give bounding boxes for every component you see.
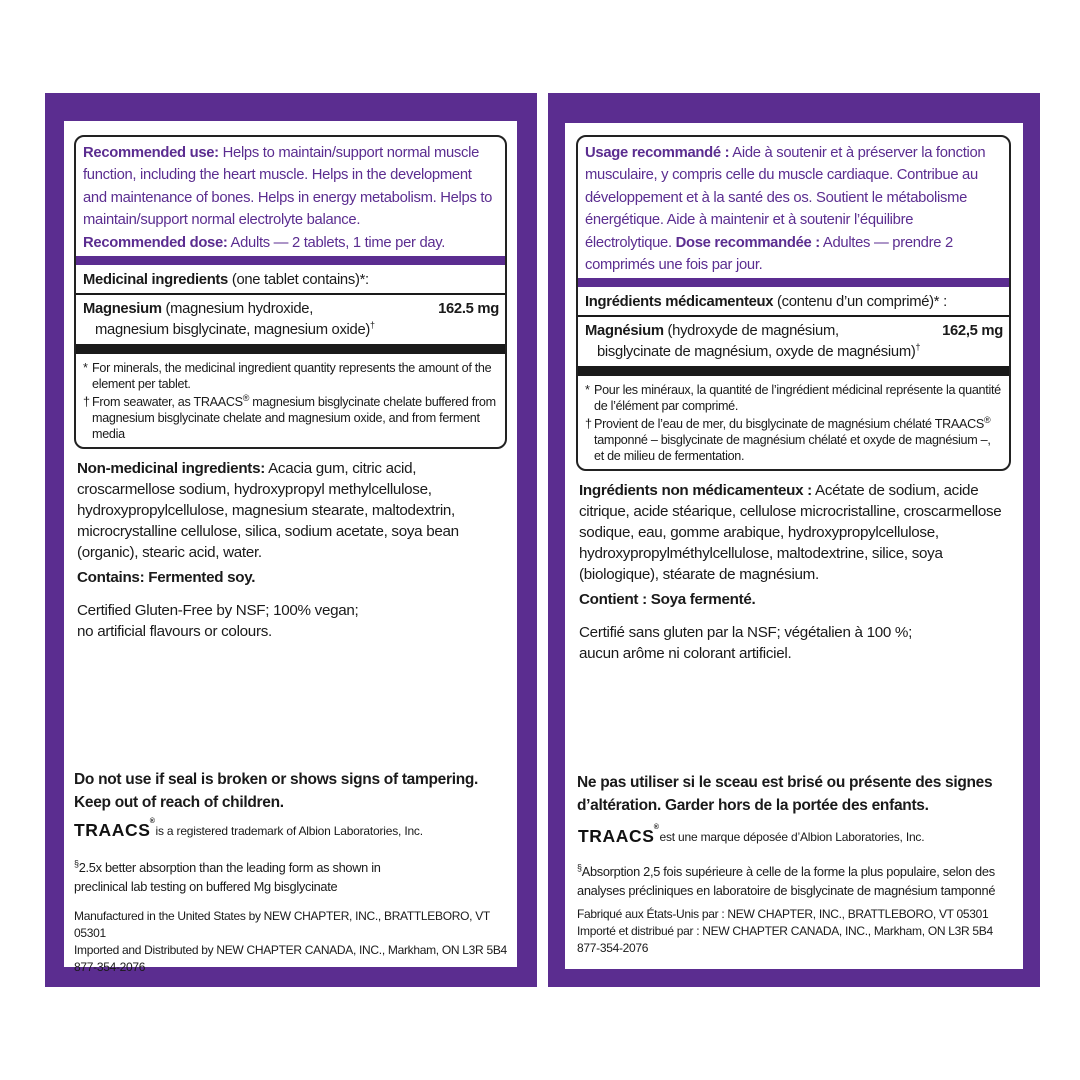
recommended-use-text: Aide à soutenir et à préserver la fonction musculaire, y compris celle du muscle cardiaque. Contribue au développement et à la santé des os. Soutient le métabolisme énergétique. Aide à maintenir et à soutenir l’équilibre électrolytique.: [585, 145, 986, 251]
non-medicinal-label: Non-medicinal ingredients:: [77, 460, 265, 478]
recommended-dose-text: Adultes — prendre 2 comprimés une fois par jour.: [585, 234, 953, 274]
english-label-content: [74, 135, 507, 642]
absorption-line: 2.5x better absorption than the leading form as shown in: [78, 860, 381, 875]
importer-line: Importé et distribué par : NEW CHAPTER CANADA, INC., Markham, ON L3R 5B4: [577, 924, 993, 938]
absorption-claim: [74, 858, 514, 896]
footnote-mark: †: [83, 395, 90, 410]
french-label-inner: [565, 123, 1023, 969]
footnote-asterisk: [83, 360, 499, 392]
certification-line: no artificial flavours or colours.: [77, 623, 272, 641]
ingredient-source-line1: (hydroxyde de magnésium,: [667, 323, 839, 340]
manufacturer-info: [577, 906, 1017, 957]
certification-line: aucun arôme ni colorant artificiel.: [579, 645, 792, 663]
footnote-text: Provient de l’eau de mer, du bisglycinate de magnésium chélaté TRAACS: [594, 417, 984, 432]
certification-line: Certified Gluten-Free by NSF; 100% vegan;: [77, 602, 359, 620]
ingredient-source-line2: bisglycinate de magnésium, oxyde de magnésium): [597, 344, 916, 361]
recommended-use-label: Recommended use:: [83, 145, 219, 161]
medicinal-ingredients-heading: [83, 265, 499, 293]
ingredient-row: [585, 317, 1003, 366]
english-label-panel: [45, 93, 537, 987]
footnote-mark: †: [585, 417, 592, 432]
warning-line: Keep out of reach of children.: [74, 794, 284, 811]
footnote-text: magnesium bisglycinate chelate buffered from magnesium bisglycinate chelate and magnesium oxide, and from ferment media: [92, 395, 496, 442]
contains-statement: Contains: Fermented soy.: [77, 569, 256, 587]
trademark-statement: [74, 820, 423, 840]
dagger-mark: †: [915, 342, 921, 353]
recommended-dose-label: Recommended dose:: [83, 234, 228, 251]
medicinal-suffix: (contenu d’un comprimé)* :: [777, 294, 947, 311]
non-medicinal-text: Acétate de sodium, acide citrique, acide stéarique, cellulose microcristalline, croscarmellose sodique, eau, gomme arabique, hydroxypropylcellulose, hydroxypropylméthylcellulose, maltodextrine, silice, soya (biologique), stéarate de magnésium.: [579, 482, 1002, 584]
registered-mark: ®: [984, 415, 991, 426]
purple-divider: [76, 256, 505, 265]
certification-statement: [576, 622, 1011, 664]
importer-line: Imported and Distributed by NEW CHAPTER CANADA, INC., Markham, ON L3R 5B4: [74, 943, 507, 957]
manufacturer-line: Manufactured in the United States by NEW CHAPTER, INC., BRATTLEBORO, VT 05301: [74, 909, 490, 940]
warning-line: Ne pas utiliser si le sceau est brisé ou présente des signes: [577, 774, 993, 791]
contains-statement: Contient : Soya fermenté.: [579, 591, 756, 609]
non-medicinal-ingredients: [74, 458, 507, 563]
footnote-dagger: [83, 394, 499, 442]
purple-divider: [578, 278, 1009, 287]
manufacturer-info: [74, 908, 514, 976]
black-divider: [76, 344, 505, 354]
phone-number: 877-354-2076: [74, 960, 146, 974]
certification-statement: [74, 600, 507, 642]
absorption-claim: [577, 862, 1017, 900]
ingredient-name: Magnésium: [585, 323, 664, 340]
traacs-logo: TRAACS ®: [578, 824, 660, 846]
ingredient-amount: 162,5 mg: [942, 323, 1003, 340]
warning-statement: [74, 768, 514, 814]
trademark-text: is a registered trademark of Albion Laboratories, Inc.: [155, 824, 423, 838]
ingredient-name: Magnesium: [83, 301, 162, 318]
manufacturer-line: Fabriqué aux États-Unis par : NEW CHAPTER, INC., BRATTLEBORO, VT 05301: [577, 907, 989, 921]
recommended-dose: [83, 232, 499, 254]
non-medicinal-label: Ingrédients non médicamenteux :: [579, 482, 812, 500]
trademark-text: est une marque déposée d’Albion Laboratories, Inc.: [659, 830, 925, 844]
ingredient-row: [83, 295, 499, 344]
warning-statement: [577, 771, 1017, 817]
ingredient-source-line1: (magnesium hydroxide,: [165, 301, 314, 318]
french-label-content: [576, 135, 1011, 664]
dagger-mark: †: [370, 320, 375, 331]
absorption-line: analyses précliniques en laboratoire de bisglycinate de magnésium tamponné: [577, 883, 996, 898]
medicinal-ingredients-heading: [585, 287, 1003, 315]
footnote-text: Pour les minéraux, la quantité de l’ingrédient médicinal représente la quantité de l’élément par comprimé.: [594, 383, 1001, 414]
footnote-dagger: [585, 416, 1003, 464]
non-medicinal-text: Acacia gum, citric acid, croscarmellose sodium, hydroxypropyl methylcellulose, hydroxypropylcellulose, magnesium stearate, maltodextrin, microcrystalline cellulose, silica, sodium acetate, soya bean (organic), stearic acid, water.: [77, 460, 459, 562]
footnotes: [83, 354, 499, 442]
section-mark: §: [74, 858, 79, 869]
ingredient-amount: 162.5 mg: [438, 301, 499, 318]
absorption-line: Absorption 2,5 fois supérieure à celle de la forme la plus populaire, selon des: [581, 864, 995, 879]
medicinal-label: Medicinal ingredients: [83, 272, 228, 289]
footnote-text: For minerals, the medicinal ingredient quantity represents the amount of the element per tablet.: [92, 361, 492, 392]
english-label-inner: [64, 121, 517, 974]
medicinal-suffix: (one tablet contains)*:: [231, 272, 369, 289]
traacs-logo: TRAACS ®: [74, 818, 156, 840]
footnotes: [585, 376, 1003, 464]
french-label-panel: [548, 93, 1040, 987]
ingredient-source-line2: magnesium bisglycinate, magnesium oxide): [95, 322, 371, 339]
warning-line: d’altération. Garder hors de la portée des enfants.: [577, 797, 929, 814]
footnote-asterisk: [585, 382, 1003, 414]
section-mark: §: [577, 862, 582, 873]
recommended-use-label: Usage recommandé :: [585, 145, 730, 161]
recommended-use-and-dose: [585, 142, 1003, 276]
certification-line: Certifié sans gluten par la NSF; végétalien à 100 %;: [579, 624, 913, 642]
supplement-facts-box: [74, 135, 507, 449]
recommended-use: [83, 142, 499, 232]
recommended-dose-text: Adults — 2 tablets, 1 time per day.: [230, 234, 446, 251]
registered-mark: ®: [242, 392, 250, 403]
footnote-text: From seawater, as TRAACS: [92, 395, 243, 410]
absorption-line: preclinical lab testing on buffered Mg bisglycinate: [74, 879, 338, 894]
warning-line: Do not use if seal is broken or shows signs of tampering.: [74, 771, 479, 788]
medicinal-label: Ingrédients médicamenteux: [585, 294, 774, 311]
recommended-use-text: Helps to maintain/support normal muscle function, including the heart muscle. Helps in the development and maintenance of bones. Helps in energy metabolism. Helps to maintain/support normal electrolyte balance.: [83, 145, 493, 229]
non-medicinal-ingredients: [576, 480, 1011, 585]
footnote-text: tamponné – bisglycinate de magnésium chélaté et oxyde de magnésium –, et de milieu de fermentation.: [594, 433, 991, 464]
trademark-statement: [578, 826, 924, 846]
supplement-facts-box: [576, 135, 1011, 471]
footnote-mark: *: [83, 361, 88, 376]
footnote-mark: *: [585, 383, 590, 398]
phone-number: 877-354-2076: [577, 941, 649, 955]
recommended-dose-label: Dose recommandée :: [675, 234, 820, 251]
black-divider: [578, 366, 1009, 376]
